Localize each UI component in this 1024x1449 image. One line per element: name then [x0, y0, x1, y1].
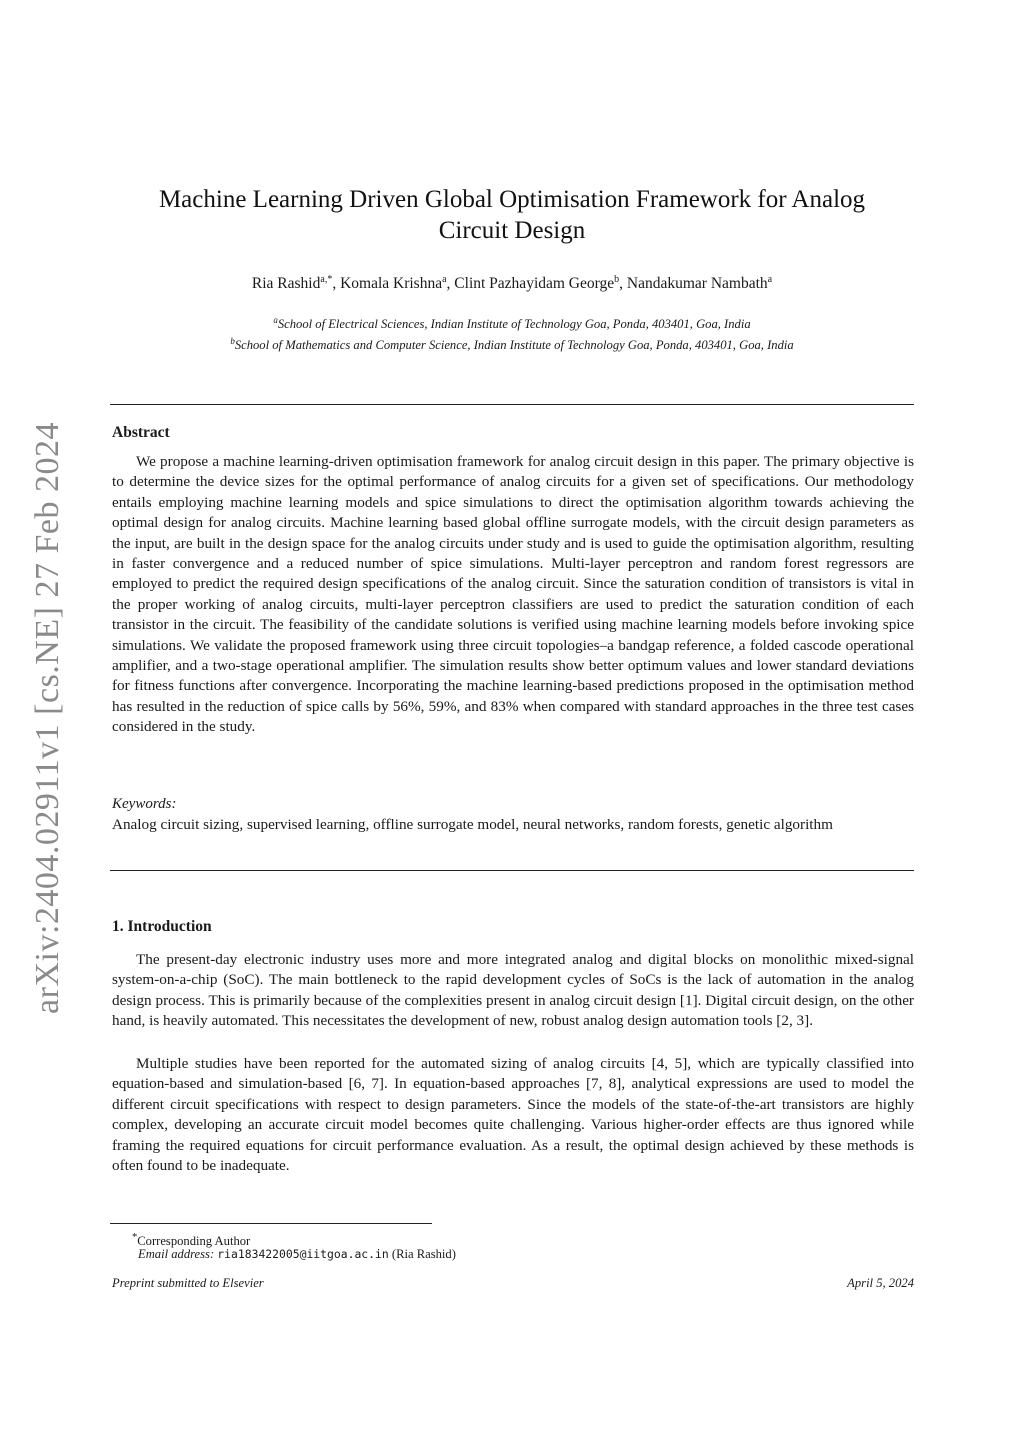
author-affil-mark: a [442, 274, 447, 285]
paper-title [110, 184, 914, 246]
divider-bottom [110, 870, 914, 871]
footnote-text: Corresponding Author [137, 1234, 251, 1249]
keywords-label: Keywords: [112, 796, 177, 812]
abstract-heading: Abstract [112, 424, 170, 441]
author-list: Ria Rashid$^{a,*}$, Komala Krishna$^a$, Clint Pazhayidam George$^b$, Nandakumar Nambath$^a$ [251, 274, 773, 293]
preprint-note: Preprint submitted to Elsevier [112, 1276, 264, 1290]
author-name: Ria Rashid [251, 275, 321, 293]
title-line-2: Circuit Design [438, 217, 586, 244]
affiliation-text: School of Mathematics and Computer Science, Indian Institute of Technology Goa, Ponda, 403401, Goa, India [234, 338, 794, 353]
email-address: ria183422005@iitgoa.ac.in [217, 1247, 389, 1261]
affiliation-list [110, 312, 914, 354]
abstract-text: We propose a machine learning-driven optimisation framework for analog circuit design in this paper. The primary objective is to determine the device sizes for the optimal performance of analog circuits for a given set of specifications. Our methodology entails employing machine learning models and spice simulations to direct the optimisation algorithm towards achieving the optimal design for analog circuits. Machine learning based global offline surrogate models, with the circuit design parameters as the input, are built in the design space for the analog circuits under study and is used to guide the optimisation algorithm, resulting in faster convergence and a reduced number of spice simulations. Multi-layer perceptron and random forest regressors are employed to predict the required design specifications of the analog circuit. Since the saturation condition of transistors is vital in the proper working of analog circuits, multi-layer perceptron classifiers are used to predict the saturation condition of each transistor in the circuit. The feasibility of the candidate solutions is verified using machine learning models before invoking spice simulations. We validate the proposed framework using three circuit topologies–a bandgap reference, a folded cascode operational amplifier, and a two-stage operational amplifier. The simulation results show better optimum values and lower standard deviations for fitness functions after convergence. Incorporating the machine learning-based predictions proposed in the optimisation method has resulted in the reduction of spice calls by 56%, 59%, and 83% when compared with standard approaches in the three test cases considered in the study. [112, 453, 914, 736]
intro-paragraph-1: The present-day electronic industry uses more and more integrated analog and digital blocks on monolithic mixed-signal system-on-a-chip (SoC). The main bottleneck to the rapid development cycles of SoCs is the lack of automation in the analog design process. This is primarily because of the complexities present in analog circuit design [1]. Digital circuit design, on the other hand, is heavily automated. This necessitates the development of new, robust analog design automation tools [2, 3]. [112, 951, 914, 1030]
footnote-mark: * [132, 1232, 138, 1243]
footnote-rule [110, 1223, 432, 1224]
email-owner: (Ria Rashid) [391, 1247, 456, 1261]
affiliation [110, 312, 914, 333]
footnote-email [138, 1246, 456, 1263]
author-name: Clint Pazhayidam George [454, 275, 615, 293]
author-affil-mark: a [767, 274, 773, 285]
section-heading-introduction: 1. Introduction [112, 918, 212, 935]
arxiv-identifier: arXiv:2404.02911v1 [cs.NE] 27 Feb 2024 [29, 422, 66, 1014]
affiliation-mark: b [230, 336, 235, 347]
email-label: Email address: [138, 1247, 215, 1261]
intro-paragraph-2: Multiple studies have been reported for the automated sizing of analog circuits [4, 5], which are typically classified into equation-based and simulation-based [6, 7]. In equation-based approaches [7, 8], analytical expressions are used to model the different circuit specifications with respect to design parameters. Since the models of the state-of-the-art transistors are highly complex, developing an accurate circuit model becomes quite challenging. Various higher-order effects are thus ignored while framing the required equations for circuit performance evaluation. As a result, the optimal design achieved by these methods is often found to be inadequate. [112, 1055, 914, 1175]
affiliation-mark: a [273, 315, 278, 325]
author-name: Komala Krishna [340, 275, 443, 293]
keywords-text: Analog circuit sizing, supervised learning, offline surrogate model, neural networks, random forests, genetic algorithm [112, 816, 833, 833]
author-affil-mark: a,* [320, 274, 333, 285]
preprint-date: April 5, 2024 [847, 1276, 914, 1290]
divider-top [110, 404, 914, 405]
affiliation [110, 333, 914, 354]
author-name: Nandakumar Nambath [626, 275, 768, 293]
title-line-1: Machine Learning Driven Global Optimisation Framework for Analog [158, 186, 866, 213]
affiliation-text: School of Electrical Sciences, Indian Institute of Technology Goa, Ponda, 403401, Goa, India [277, 317, 751, 332]
author-affil-mark: b [614, 274, 620, 285]
